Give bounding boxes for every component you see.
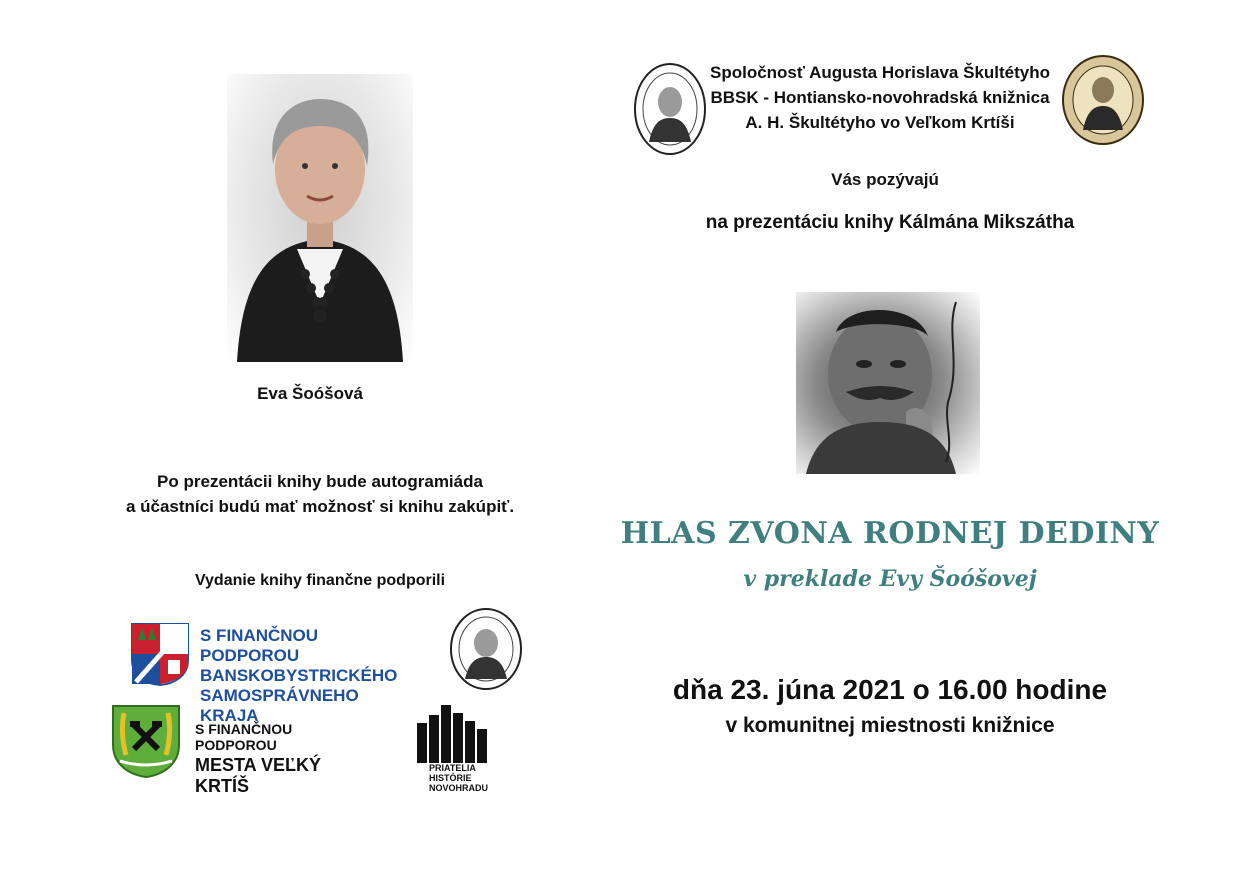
author-name: Eva Šoóšová [257, 384, 363, 403]
translator-line: v preklade Evy Šoóšovej [743, 566, 1037, 592]
autograph-line-2: a účastníci budú mať možnosť si knihu zakúpiť. [125, 497, 515, 516]
event-venue: v komunitnej miestnosti knižnice [725, 714, 1055, 737]
organizers [700, 60, 1060, 135]
organizer-line-1: Spoločnosť Augusta Horislava Škultétyho [709, 63, 1051, 82]
skultety-seal-icon [449, 607, 523, 691]
organizer-line-2: BBSK - Hontiansko-novohradská knižnica [710, 88, 1050, 107]
velky-krtis-coat-of-arms-icon [110, 703, 182, 779]
skultety-seal-icon [633, 62, 707, 156]
organizer-line-3: A. H. Škultétyho vo Veľkom Krtíši [745, 113, 1015, 132]
bbsk-logo [130, 622, 420, 725]
phn-line-1: PRIATELIA [429, 763, 476, 773]
phn-line-3: NOVOHRADU [429, 783, 489, 793]
autograph-line-1: Po prezentácii knihy bude autogramiáda [157, 472, 483, 491]
phn-line-2: HISTÓRIE [429, 773, 472, 783]
velky-krtis-logo [110, 703, 370, 796]
book-title: HLAS ZVONA RODNEJ DEDINY [620, 516, 1160, 551]
bbsk-line-3: SAMOSPRÁVNEHO KRAJA [200, 686, 359, 725]
autograph-notice [60, 469, 580, 519]
event-date: dňa 23. júna 2021 o 16.00 hodine [672, 674, 1108, 705]
mikszath-portrait [796, 292, 980, 474]
bbsk-line-2: BANSKOBYSTRICKÉHO [200, 666, 398, 685]
town-line-1: S FINANČNOU PODPOROU [195, 721, 293, 753]
author-portrait [227, 74, 413, 362]
phn-logo [415, 703, 495, 791]
bbsk-coat-of-arms-icon [130, 622, 190, 686]
phn-logo-text [429, 763, 488, 793]
velky-krtis-logo-text [195, 721, 370, 797]
presentation-text: na prezentáciu knihy Kálmána Mikszátha [705, 212, 1075, 233]
library-seal-icon [1061, 54, 1145, 146]
phn-logo-icon [415, 703, 495, 763]
support-heading: Vydanie knihy finančne podporili [194, 572, 446, 589]
town-line-2: MESTA VEĽKÝ KRTÍŠ [195, 755, 322, 796]
invite-text: Vás pozývajú [831, 170, 939, 189]
bbsk-line-1: S FINANČNOU PODPOROU [200, 626, 319, 665]
